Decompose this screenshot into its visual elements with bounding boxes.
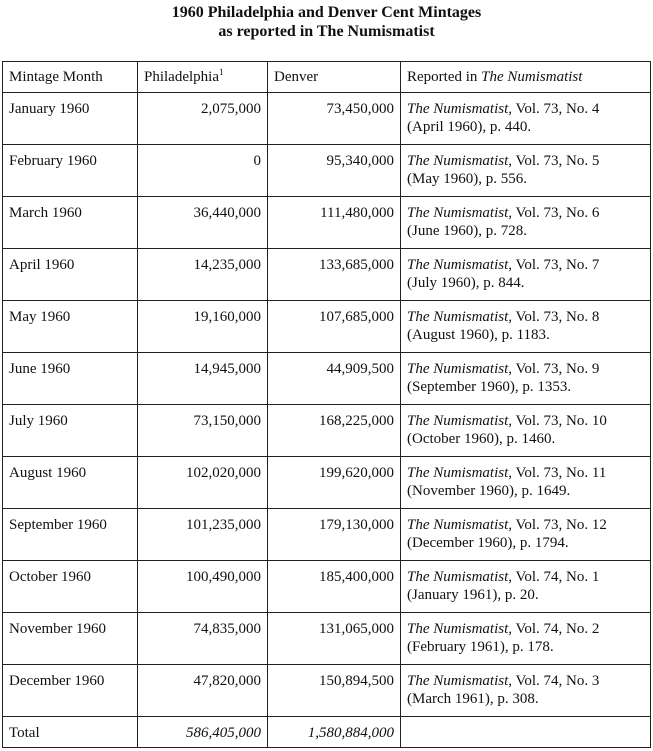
cell-month: February 1960 bbox=[3, 145, 138, 197]
cell-philadelphia: 14,235,000 bbox=[138, 249, 268, 301]
ref-issue: (August 1960), p. 1183. bbox=[407, 327, 550, 343]
ref-volume: Vol. 73, No. 11 bbox=[512, 465, 607, 481]
cell-reported bbox=[401, 93, 651, 145]
ref-issue: (October 1960), p. 1460. bbox=[407, 431, 556, 447]
journal-name: The Numismatist, bbox=[407, 413, 513, 429]
table-row bbox=[3, 613, 651, 665]
cell-reported bbox=[401, 509, 651, 561]
cell-reported bbox=[401, 353, 651, 405]
cell-reported bbox=[401, 613, 651, 665]
total-philadelphia: 586,405,000 bbox=[138, 717, 268, 748]
cell-month: January 1960 bbox=[3, 93, 138, 145]
footnote-marker: 1 bbox=[219, 67, 224, 77]
journal-name: The Numismatist, bbox=[407, 361, 513, 377]
table-row bbox=[3, 197, 651, 249]
ref-volume: Vol. 73, No. 7 bbox=[512, 257, 600, 273]
ref-issue: (June 1960), p. 728. bbox=[407, 223, 527, 239]
journal-name: The Numismatist, bbox=[407, 673, 513, 689]
ref-issue: (January 1961), p. 20. bbox=[407, 587, 539, 603]
ref-issue: (July 1960), p. 844. bbox=[407, 275, 525, 291]
ref-issue: (December 1960), p. 1794. bbox=[407, 535, 569, 551]
cell-philadelphia: 14,945,000 bbox=[138, 353, 268, 405]
cell-reported bbox=[401, 249, 651, 301]
cell-philadelphia: 0 bbox=[138, 145, 268, 197]
journal-name: The Numismatist, bbox=[407, 465, 513, 481]
cell-denver: 179,130,000 bbox=[268, 509, 401, 561]
cell-philadelphia: 2,075,000 bbox=[138, 93, 268, 145]
cell-philadelphia: 101,235,000 bbox=[138, 509, 268, 561]
journal-name: The Numismatist, bbox=[407, 205, 513, 221]
table-row bbox=[3, 93, 651, 145]
table-row bbox=[3, 665, 651, 717]
cell-denver: 168,225,000 bbox=[268, 405, 401, 457]
total-label: Total bbox=[3, 717, 138, 748]
cell-month: December 1960 bbox=[3, 665, 138, 717]
table-row bbox=[3, 353, 651, 405]
ref-volume: Vol. 73, No. 6 bbox=[512, 205, 600, 221]
table-row bbox=[3, 509, 651, 561]
ref-volume: Vol. 73, No. 8 bbox=[512, 309, 600, 325]
title-line-2: as reported in The Numismatist bbox=[218, 23, 435, 40]
table-row bbox=[3, 405, 651, 457]
table-row bbox=[3, 145, 651, 197]
cell-denver: 44,909,500 bbox=[268, 353, 401, 405]
header-denver: Denver bbox=[268, 62, 401, 93]
total-reported-empty bbox=[401, 717, 651, 748]
header-month: Mintage Month bbox=[3, 62, 138, 93]
journal-name: The Numismatist, bbox=[407, 153, 513, 169]
cell-month: September 1960 bbox=[3, 509, 138, 561]
table-row bbox=[3, 561, 651, 613]
ref-volume: Vol. 73, No. 5 bbox=[512, 153, 600, 169]
ref-volume: Vol. 73, No. 9 bbox=[512, 361, 600, 377]
ref-volume: Vol. 73, No. 12 bbox=[512, 517, 607, 533]
ref-volume: Vol. 74, No. 2 bbox=[512, 621, 600, 637]
cell-month: June 1960 bbox=[3, 353, 138, 405]
cell-month: October 1960 bbox=[3, 561, 138, 613]
journal-name: The Numismatist, bbox=[407, 101, 513, 117]
table-body bbox=[3, 93, 651, 748]
cell-denver: 107,685,000 bbox=[268, 301, 401, 353]
header-philadelphia: Philadelphia$^1$ bbox=[138, 62, 268, 93]
cell-month: August 1960 bbox=[3, 457, 138, 509]
cell-reported bbox=[401, 197, 651, 249]
cell-denver: 150,894,500 bbox=[268, 665, 401, 717]
ref-issue: (May 1960), p. 556. bbox=[407, 171, 527, 187]
ref-issue: (February 1961), p. 178. bbox=[407, 639, 554, 655]
cell-denver: 185,400,000 bbox=[268, 561, 401, 613]
cell-philadelphia: 47,820,000 bbox=[138, 665, 268, 717]
mintage-table bbox=[2, 61, 651, 748]
cell-philadelphia: 100,490,000 bbox=[138, 561, 268, 613]
total-denver: 1,580,884,000 bbox=[268, 717, 401, 748]
cell-philadelphia: 36,440,000 bbox=[138, 197, 268, 249]
journal-name: The Numismatist, bbox=[407, 257, 513, 273]
cell-month: March 1960 bbox=[3, 197, 138, 249]
table-header-row bbox=[3, 62, 651, 93]
journal-name: The Numismatist, bbox=[407, 621, 513, 637]
ref-volume: Vol. 73, No. 4 bbox=[512, 101, 600, 117]
cell-reported bbox=[401, 301, 651, 353]
cell-denver: 73,450,000 bbox=[268, 93, 401, 145]
cell-month: May 1960 bbox=[3, 301, 138, 353]
cell-denver: 111,480,000 bbox=[268, 197, 401, 249]
cell-reported bbox=[401, 457, 651, 509]
cell-reported bbox=[401, 665, 651, 717]
total-row bbox=[3, 717, 651, 748]
table-row bbox=[3, 249, 651, 301]
cell-philadelphia: 102,020,000 bbox=[138, 457, 268, 509]
ref-issue: (March 1961), p. 308. bbox=[407, 691, 539, 707]
ref-volume: Vol. 74, No. 1 bbox=[512, 569, 600, 585]
cell-denver: 131,065,000 bbox=[268, 613, 401, 665]
ref-volume: Vol. 73, No. 10 bbox=[512, 413, 607, 429]
document-title bbox=[0, 0, 653, 41]
cell-month: July 1960 bbox=[3, 405, 138, 457]
cell-month: April 1960 bbox=[3, 249, 138, 301]
ref-volume: Vol. 74, No. 3 bbox=[512, 673, 600, 689]
journal-name: The Numismatist, bbox=[407, 569, 513, 585]
table-row bbox=[3, 301, 651, 353]
ref-issue: (November 1960), p. 1649. bbox=[407, 483, 571, 499]
cell-reported bbox=[401, 561, 651, 613]
cell-philadelphia: 73,150,000 bbox=[138, 405, 268, 457]
cell-denver: 95,340,000 bbox=[268, 145, 401, 197]
ref-issue: (April 1960), p. 440. bbox=[407, 119, 532, 135]
title-line-1: 1960 Philadelphia and Denver Cent Mintages bbox=[171, 4, 482, 21]
cell-philadelphia: 19,160,000 bbox=[138, 301, 268, 353]
ref-issue: (September 1960), p. 1353. bbox=[407, 379, 572, 395]
cell-denver: 199,620,000 bbox=[268, 457, 401, 509]
table-row bbox=[3, 457, 651, 509]
cell-month: November 1960 bbox=[3, 613, 138, 665]
cell-reported bbox=[401, 405, 651, 457]
cell-denver: 133,685,000 bbox=[268, 249, 401, 301]
header-reported: Reported in The Numismatist bbox=[401, 62, 651, 93]
cell-philadelphia: 74,835,000 bbox=[138, 613, 268, 665]
journal-name: The Numismatist, bbox=[407, 517, 513, 533]
cell-reported bbox=[401, 145, 651, 197]
journal-name: The Numismatist, bbox=[407, 309, 513, 325]
